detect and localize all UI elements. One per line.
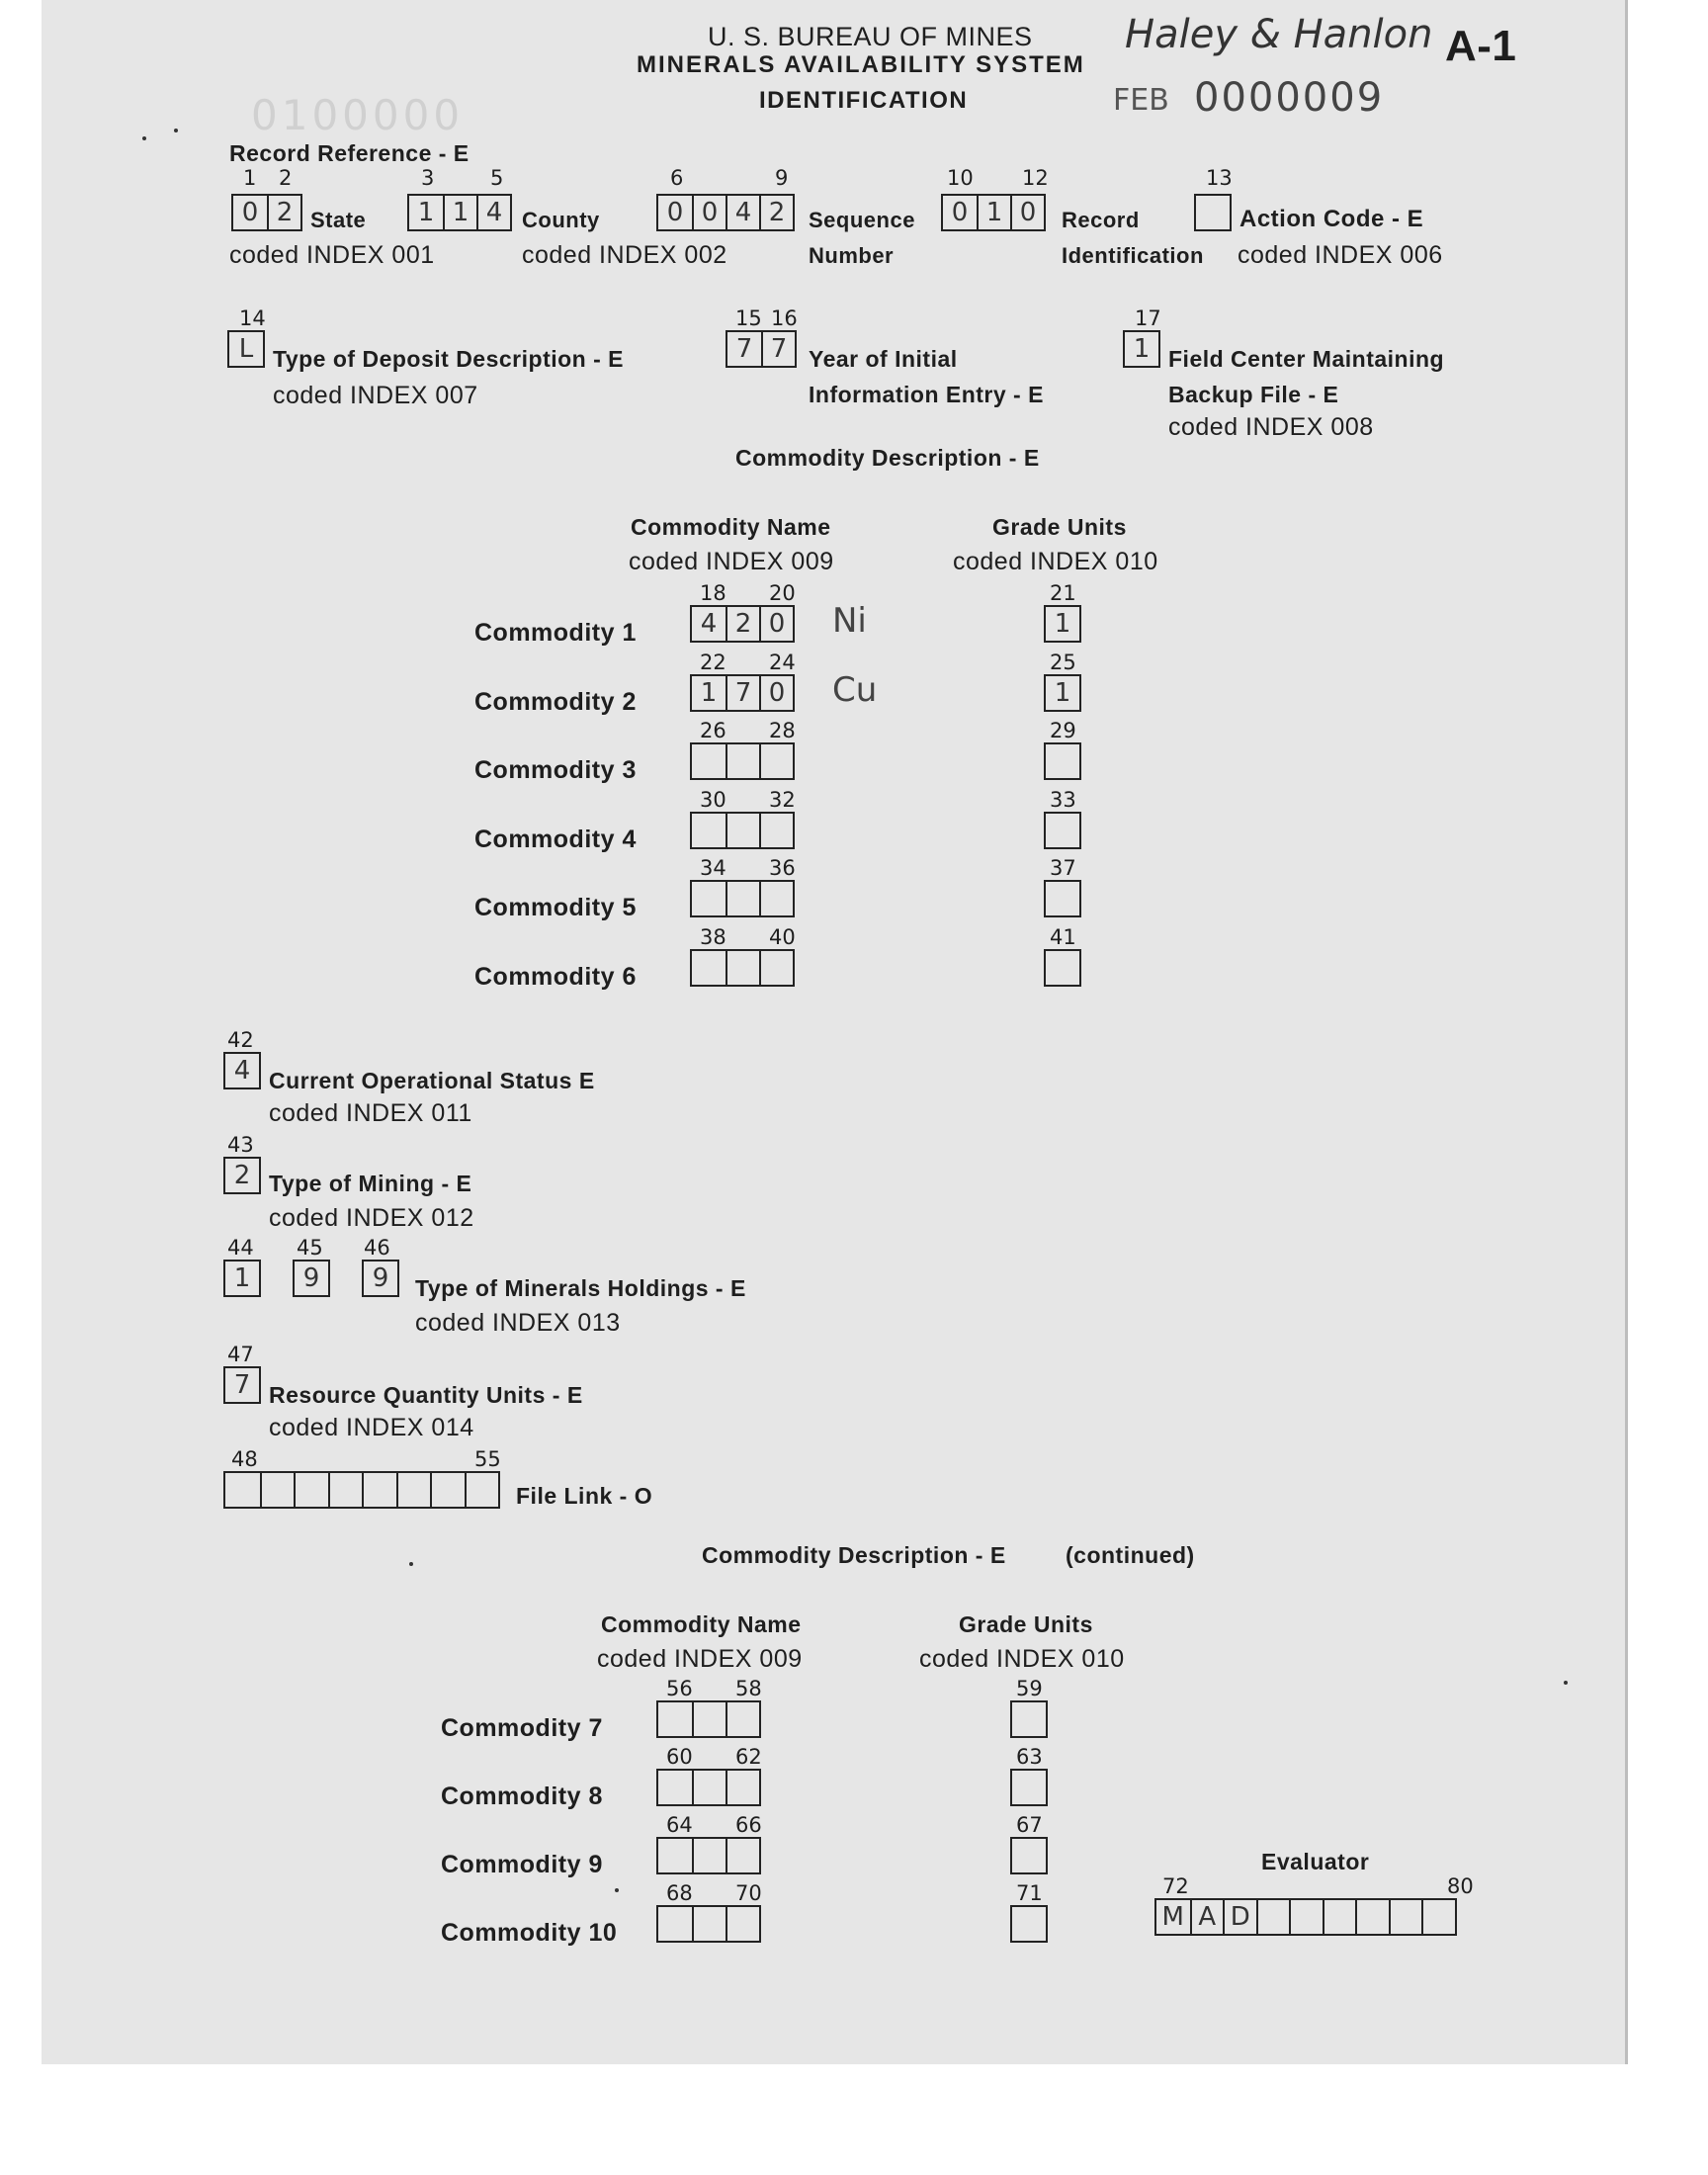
speck bbox=[174, 129, 178, 132]
mining-type-field[interactable] bbox=[223, 1157, 261, 1194]
commodity-name-field[interactable] bbox=[690, 605, 795, 643]
state-cell[interactable]: 0 bbox=[241, 198, 259, 227]
state-cell[interactable]: 2 bbox=[267, 196, 300, 229]
commodity-name-cell[interactable] bbox=[692, 882, 726, 915]
holdings-cell[interactable]: 9 bbox=[302, 1263, 320, 1293]
sequence-cell[interactable]: 0 bbox=[666, 198, 684, 227]
commodity-name-coded-2: coded INDEX 009 bbox=[597, 1645, 803, 1673]
commodity-row-label: Commodity 7 bbox=[441, 1714, 603, 1742]
col-num: 44 bbox=[227, 1236, 254, 1260]
commodity-note: Ni bbox=[832, 601, 867, 641]
evaluator-cell[interactable] bbox=[1323, 1900, 1356, 1934]
evaluator-cell[interactable] bbox=[1355, 1900, 1389, 1934]
file-link-cell[interactable] bbox=[430, 1473, 465, 1507]
record-reference-label: Record Reference - E bbox=[229, 140, 470, 166]
sequence-cell[interactable]: 0 bbox=[692, 196, 726, 229]
grade-units-cell[interactable]: 1 bbox=[1054, 609, 1071, 639]
mining-type-cell[interactable]: 2 bbox=[233, 1161, 251, 1190]
commodity-name-cell[interactable] bbox=[726, 882, 759, 915]
commodity-name-field[interactable] bbox=[690, 812, 795, 849]
commodity-name-field[interactable] bbox=[690, 949, 795, 987]
col-num: 25 bbox=[1050, 650, 1076, 674]
commodity-row-label: Commodity 2 bbox=[474, 687, 637, 716]
col-num: 48 bbox=[231, 1447, 258, 1471]
col-num: 68 bbox=[666, 1881, 693, 1905]
grade-units-field[interactable] bbox=[1044, 880, 1081, 917]
col-num: 26 bbox=[700, 719, 726, 742]
col-num: 32 bbox=[769, 787, 796, 812]
commodity-section-title: Commodity Description - E bbox=[735, 445, 1040, 471]
col-num: 34 bbox=[700, 856, 726, 880]
holdings-field-3[interactable] bbox=[362, 1260, 399, 1297]
file-link-cell[interactable] bbox=[225, 1473, 260, 1507]
commodity-row-label: Commodity 6 bbox=[474, 962, 637, 991]
state-field[interactable] bbox=[231, 194, 302, 231]
county-coded: coded INDEX 002 bbox=[522, 241, 727, 269]
operational-status-field[interactable] bbox=[223, 1052, 261, 1089]
commodity-row-label: Commodity 3 bbox=[474, 756, 637, 784]
col-num: 59 bbox=[1016, 1677, 1043, 1700]
commodity-name-cell[interactable] bbox=[759, 882, 793, 915]
col-num: 47 bbox=[227, 1343, 254, 1366]
field-center-label-2: Backup File - E bbox=[1168, 382, 1339, 407]
grade-units-field[interactable] bbox=[1010, 1700, 1048, 1738]
grade-units-cell[interactable] bbox=[1012, 1702, 1046, 1736]
header-line-3: IDENTIFICATION bbox=[759, 87, 969, 114]
record-label: Record bbox=[1062, 208, 1140, 232]
col-num: 45 bbox=[297, 1236, 323, 1260]
holdings-label: Type of Minerals Holdings - E bbox=[415, 1275, 746, 1301]
action-code-field[interactable] bbox=[1194, 194, 1232, 231]
grade-units-coded-2: coded INDEX 010 bbox=[919, 1645, 1125, 1673]
commodity-name-cell[interactable] bbox=[658, 1839, 692, 1872]
grade-units-field[interactable] bbox=[1010, 1837, 1048, 1874]
commodity-note: Cu bbox=[832, 669, 878, 710]
evaluator-cell[interactable] bbox=[1289, 1900, 1323, 1934]
col-num: 60 bbox=[666, 1745, 693, 1769]
col-num: 6 bbox=[670, 166, 684, 190]
commodity-name-cell[interactable] bbox=[692, 1839, 726, 1872]
year-entry-label-2: Information Entry - E bbox=[809, 382, 1044, 407]
col-num: 21 bbox=[1050, 581, 1076, 605]
col-num: 56 bbox=[666, 1677, 693, 1700]
file-link-field[interactable] bbox=[223, 1471, 500, 1509]
col-num: 12 bbox=[1022, 166, 1049, 190]
commodity-row-label: Commodity 5 bbox=[474, 894, 637, 921]
file-link-cell[interactable] bbox=[294, 1473, 328, 1507]
header-line-2: MINERALS AVAILABILITY SYSTEM bbox=[637, 51, 1085, 78]
col-num: 40 bbox=[769, 924, 796, 949]
grade-units-cell[interactable]: 1 bbox=[1054, 677, 1071, 708]
col-num: 33 bbox=[1050, 787, 1076, 812]
speck bbox=[409, 1562, 413, 1566]
county-cell[interactable]: 1 bbox=[443, 196, 476, 229]
commodity-name-cell[interactable] bbox=[692, 1702, 726, 1736]
commodity-name-cell[interactable]: 2 bbox=[726, 607, 759, 641]
commodity-name-cell[interactable] bbox=[692, 951, 726, 985]
sequence-field[interactable] bbox=[656, 194, 795, 231]
form-sheet bbox=[42, 0, 1625, 2064]
col-num: 9 bbox=[775, 166, 789, 190]
col-num: 67 bbox=[1016, 1813, 1043, 1837]
record-cell[interactable]: 0 bbox=[951, 198, 969, 227]
file-link-cell[interactable] bbox=[396, 1473, 431, 1507]
commodity-name-cell[interactable]: 0 bbox=[759, 607, 793, 641]
commodity-name-cell[interactable] bbox=[726, 951, 759, 985]
deposit-type-label: Type of Deposit Description - E bbox=[273, 346, 624, 372]
sequence-label: Sequence bbox=[809, 208, 915, 232]
grade-units-field[interactable] bbox=[1044, 605, 1081, 643]
commodity-name-coded: coded INDEX 009 bbox=[629, 548, 834, 575]
action-code-coded: coded INDEX 006 bbox=[1238, 241, 1443, 269]
col-num: 42 bbox=[227, 1028, 254, 1052]
col-num: 72 bbox=[1162, 1874, 1189, 1898]
grade-units-field[interactable] bbox=[1010, 1769, 1048, 1806]
grade-units-cell[interactable] bbox=[1046, 814, 1079, 847]
deposit-type-field[interactable] bbox=[227, 330, 265, 368]
commodity-name-cell[interactable] bbox=[759, 814, 793, 847]
col-num: 70 bbox=[735, 1881, 762, 1905]
faint-number: 0100000 bbox=[251, 91, 465, 139]
commodity-name-cell[interactable]: 4 bbox=[700, 609, 718, 639]
commodity-name-cell[interactable] bbox=[726, 744, 759, 778]
commodity-name-cell[interactable] bbox=[658, 1702, 692, 1736]
commodity-row-label: Commodity 9 bbox=[441, 1851, 603, 1878]
file-link-cell[interactable] bbox=[260, 1473, 295, 1507]
field-center-coded: coded INDEX 008 bbox=[1168, 413, 1374, 441]
commodity-name-cell[interactable] bbox=[759, 744, 793, 778]
commodity-name-field[interactable] bbox=[690, 674, 795, 712]
speck bbox=[142, 136, 146, 140]
record-label-2: Identification bbox=[1062, 243, 1204, 268]
grade-units-cell[interactable] bbox=[1046, 882, 1079, 915]
year-cell[interactable]: 7 bbox=[761, 332, 795, 366]
evaluator-cell[interactable]: D bbox=[1223, 1900, 1256, 1934]
grade-units-field[interactable] bbox=[1044, 812, 1081, 849]
col-num: 46 bbox=[364, 1236, 390, 1260]
field-center-cell[interactable]: 1 bbox=[1133, 334, 1151, 364]
col-num: 16 bbox=[771, 306, 798, 330]
col-num: 63 bbox=[1016, 1745, 1043, 1769]
commodity-continued-suffix: (continued) bbox=[1066, 1542, 1195, 1568]
header-line-1: U. S. BUREAU OF MINES bbox=[708, 22, 1033, 51]
col-num: 36 bbox=[769, 856, 796, 880]
commodity-name-cell[interactable] bbox=[692, 814, 726, 847]
evaluator-label: Evaluator bbox=[1261, 1849, 1370, 1874]
col-num: 1 bbox=[243, 166, 257, 190]
col-num: 37 bbox=[1050, 856, 1076, 880]
commodity-name-cell[interactable] bbox=[726, 1839, 759, 1872]
col-num: 38 bbox=[700, 924, 726, 949]
evaluator-field[interactable] bbox=[1154, 1898, 1457, 1936]
file-link-cell[interactable] bbox=[328, 1473, 363, 1507]
col-num: 14 bbox=[239, 306, 266, 330]
commodity-row-label: Commodity 4 bbox=[474, 825, 637, 853]
county-cell[interactable]: 4 bbox=[476, 196, 510, 229]
col-num: 15 bbox=[735, 306, 762, 330]
holdings-field-1[interactable] bbox=[223, 1260, 261, 1297]
col-num: 20 bbox=[769, 581, 796, 605]
resource-units-label: Resource Quantity Units - E bbox=[269, 1382, 583, 1408]
grade-units-field[interactable] bbox=[1010, 1905, 1048, 1943]
grade-units-coded: coded INDEX 010 bbox=[953, 548, 1158, 575]
commodity-row-label: Commodity 8 bbox=[441, 1783, 603, 1810]
county-cell[interactable]: 1 bbox=[417, 198, 435, 227]
commodity-name-cell[interactable] bbox=[692, 1771, 726, 1804]
col-num: 29 bbox=[1050, 719, 1076, 742]
col-num: 66 bbox=[735, 1813, 762, 1837]
commodity-name-cell[interactable] bbox=[658, 1771, 692, 1804]
col-num: 71 bbox=[1016, 1881, 1043, 1905]
commodity-name-header: Commodity Name bbox=[631, 514, 831, 540]
col-num: 24 bbox=[769, 650, 796, 674]
col-num: 64 bbox=[666, 1813, 693, 1837]
holdings-cell[interactable]: 9 bbox=[372, 1263, 389, 1293]
commodity-row-label: Commodity 10 bbox=[441, 1919, 618, 1947]
evaluator-cell[interactable] bbox=[1256, 1900, 1290, 1934]
commodity-name-field[interactable] bbox=[656, 1700, 761, 1738]
col-num: 41 bbox=[1050, 924, 1076, 949]
col-num: 2 bbox=[279, 166, 293, 190]
commodity-name-cell[interactable]: 1 bbox=[700, 677, 718, 708]
col-num: 62 bbox=[735, 1745, 762, 1769]
file-link-cell[interactable] bbox=[465, 1473, 499, 1507]
grade-units-cell[interactable] bbox=[1012, 1839, 1046, 1872]
holdings-field-2[interactable] bbox=[293, 1260, 330, 1297]
holdings-cell[interactable]: 1 bbox=[233, 1263, 251, 1293]
commodity-name-cell[interactable] bbox=[726, 1702, 759, 1736]
action-cell[interactable] bbox=[1196, 196, 1230, 229]
commodity-name-field[interactable] bbox=[656, 1905, 761, 1943]
evaluator-cell[interactable] bbox=[1421, 1900, 1455, 1934]
grade-units-field[interactable] bbox=[1044, 674, 1081, 712]
col-num: 28 bbox=[769, 719, 796, 742]
year-entry-label: Year of Initial bbox=[809, 346, 958, 372]
sequence-cell[interactable]: 2 bbox=[759, 196, 793, 229]
record-cell[interactable]: 1 bbox=[977, 196, 1010, 229]
field-center-field[interactable] bbox=[1123, 330, 1160, 368]
stamp-number: 0000009 bbox=[1194, 75, 1385, 121]
commodity-name-field[interactable] bbox=[690, 880, 795, 917]
grade-units-header-2: Grade Units bbox=[959, 1611, 1093, 1637]
resource-units-cell[interactable]: 7 bbox=[233, 1370, 251, 1400]
record-cell[interactable]: 0 bbox=[1010, 196, 1044, 229]
commodity-name-cell[interactable]: 7 bbox=[726, 676, 759, 710]
file-link-label: File Link - O bbox=[516, 1483, 653, 1509]
mining-type-coded: coded INDEX 012 bbox=[269, 1204, 474, 1232]
evaluator-cell[interactable]: A bbox=[1190, 1900, 1224, 1934]
grade-units-field[interactable] bbox=[1044, 742, 1081, 780]
county-label: County bbox=[522, 208, 600, 232]
sequence-cell[interactable]: 4 bbox=[726, 196, 759, 229]
mining-type-label: Type of Mining - E bbox=[269, 1171, 472, 1196]
col-num: 55 bbox=[474, 1447, 501, 1471]
commodity-name-cell[interactable] bbox=[726, 1907, 759, 1941]
col-num: 30 bbox=[700, 787, 726, 812]
sequence-label-2: Number bbox=[809, 243, 895, 268]
col-num: 18 bbox=[700, 581, 726, 605]
deposit-cell[interactable]: L bbox=[238, 334, 254, 364]
commodity-name-cell[interactable] bbox=[726, 1771, 759, 1804]
grade-units-cell[interactable] bbox=[1012, 1771, 1046, 1804]
state-coded: coded INDEX 001 bbox=[229, 241, 435, 269]
col-num: 22 bbox=[700, 650, 726, 674]
commodity-name-cell[interactable] bbox=[658, 1907, 692, 1941]
commodity-name-field[interactable] bbox=[656, 1769, 761, 1806]
handwritten-title: Haley & Hanlon bbox=[1125, 12, 1433, 57]
operational-status-cell[interactable]: 4 bbox=[233, 1056, 251, 1086]
col-num: 10 bbox=[947, 166, 974, 190]
year-entry-field[interactable] bbox=[726, 330, 797, 368]
col-num: 43 bbox=[227, 1133, 254, 1157]
year-cell[interactable]: 7 bbox=[735, 334, 753, 364]
evaluator-cell[interactable] bbox=[1389, 1900, 1422, 1934]
commodity-name-cell[interactable] bbox=[692, 1907, 726, 1941]
commodity-name-header-2: Commodity Name bbox=[601, 1611, 802, 1637]
grade-units-cell[interactable] bbox=[1046, 744, 1079, 778]
county-field[interactable] bbox=[407, 194, 512, 231]
grade-units-field[interactable] bbox=[1044, 949, 1081, 987]
grade-units-cell[interactable] bbox=[1046, 951, 1079, 985]
commodity-row-label: Commodity 1 bbox=[474, 619, 637, 647]
holdings-coded: coded INDEX 013 bbox=[415, 1309, 621, 1337]
grade-units-header: Grade Units bbox=[992, 514, 1127, 540]
resource-units-field[interactable] bbox=[223, 1366, 261, 1404]
commodity-continued-title: Commodity Description - E bbox=[702, 1542, 1006, 1568]
col-num: 80 bbox=[1447, 1874, 1474, 1898]
commodity-name-cell[interactable] bbox=[726, 814, 759, 847]
speck bbox=[1564, 1681, 1568, 1685]
commodity-name-cell[interactable] bbox=[692, 744, 726, 778]
operational-status-label: Current Operational Status E bbox=[269, 1068, 595, 1093]
deposit-type-coded: coded INDEX 007 bbox=[273, 382, 478, 409]
commodity-name-cell[interactable] bbox=[759, 951, 793, 985]
state-label: State bbox=[310, 208, 367, 232]
speck bbox=[615, 1888, 619, 1892]
col-num: 13 bbox=[1206, 166, 1233, 190]
operational-status-coded: coded INDEX 011 bbox=[269, 1099, 472, 1127]
commodity-name-field[interactable] bbox=[656, 1837, 761, 1874]
record-field[interactable] bbox=[941, 194, 1046, 231]
col-num: 17 bbox=[1135, 306, 1161, 330]
stamp-date: FEB bbox=[1113, 83, 1169, 118]
action-code-label: Action Code - E bbox=[1239, 206, 1424, 232]
col-num: 58 bbox=[735, 1677, 762, 1700]
commodity-name-cell[interactable]: 0 bbox=[759, 676, 793, 710]
col-num: 5 bbox=[490, 166, 504, 190]
page-code: A-1 bbox=[1445, 22, 1517, 70]
file-link-cell[interactable] bbox=[362, 1473, 396, 1507]
resource-units-coded: coded INDEX 014 bbox=[269, 1414, 474, 1441]
grade-units-cell[interactable] bbox=[1012, 1907, 1046, 1941]
evaluator-cell[interactable]: M bbox=[1161, 1902, 1184, 1932]
field-center-label: Field Center Maintaining bbox=[1168, 346, 1445, 372]
commodity-name-field[interactable] bbox=[690, 742, 795, 780]
col-num: 3 bbox=[421, 166, 435, 190]
